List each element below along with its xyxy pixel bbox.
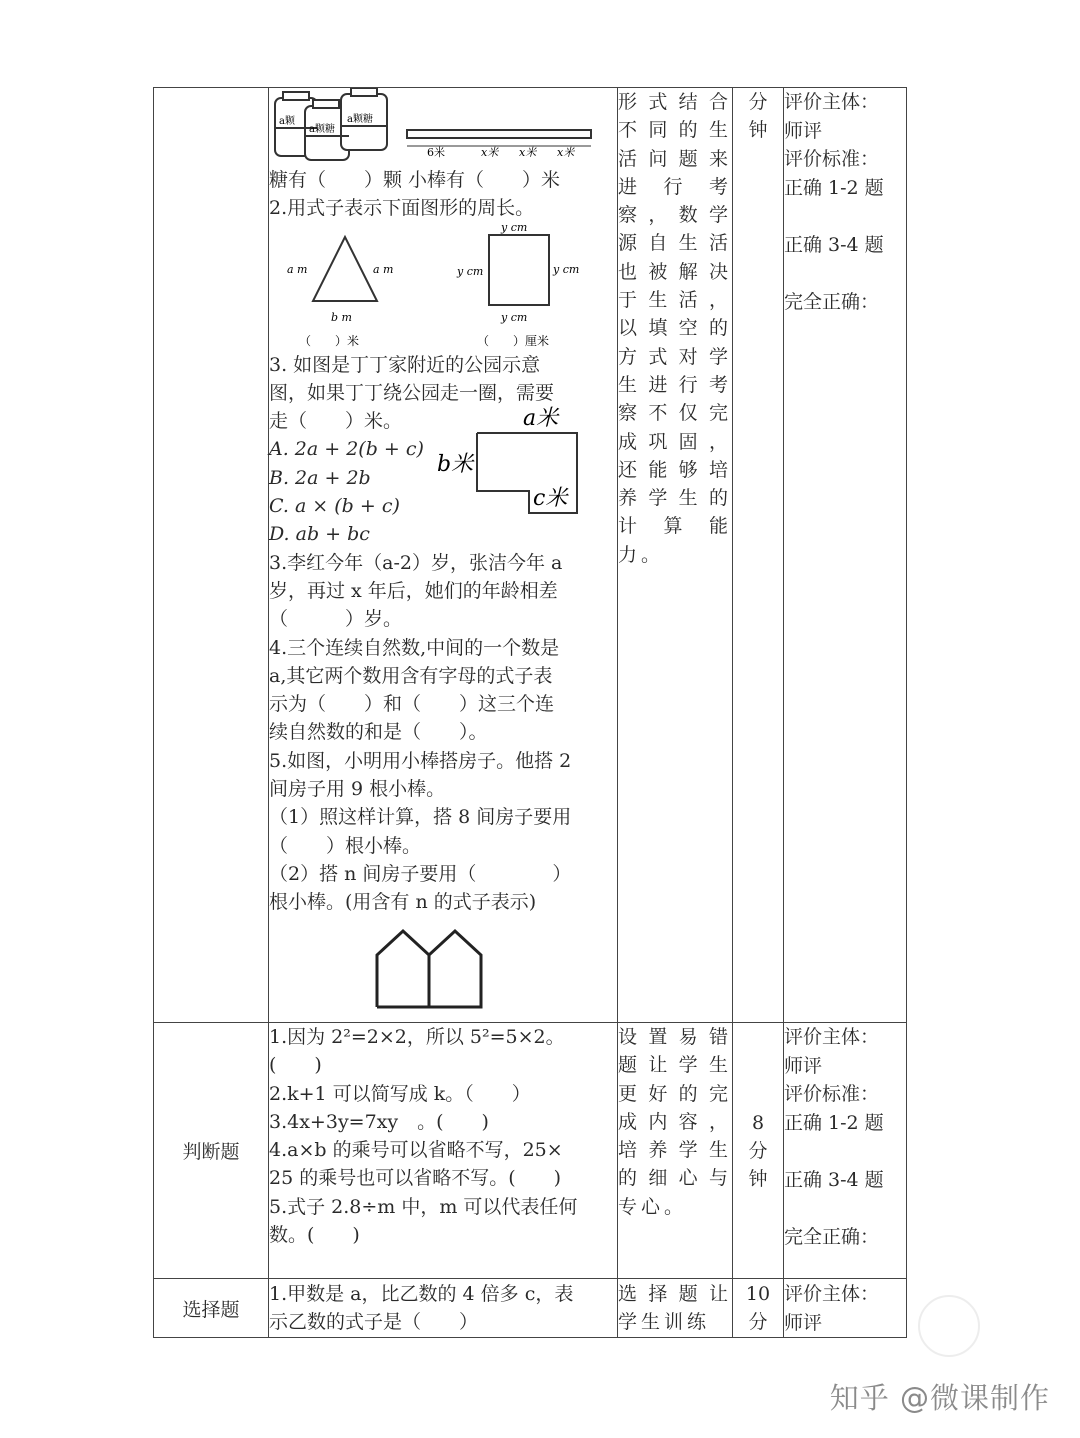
triangle-right-label: a m — [373, 262, 394, 276]
row1-eval-6: 正确 3-4 题 — [784, 233, 884, 256]
square-top-label: y cm — [501, 222, 528, 234]
q4-line-4: 续自然数的和是（ ）。 — [269, 721, 488, 744]
row1-note: 形式结合不同的生活问题来进行考察，数学源自生活也被解决于生活，以填空的方式对学生进行考察不仅完成巩固，还能够培养学生的计算能力。 — [618, 88, 733, 1023]
row2-note: 设置易错题让学生更好的完成内容，培养学生的细心与专心。 — [618, 1023, 733, 1279]
row-true-false — [154, 1023, 907, 1279]
square-left-label: y cm — [457, 264, 484, 278]
row2-label: 判断题 — [154, 1023, 269, 1279]
row3-eval — [784, 1279, 907, 1338]
tf-line-6: 5.式子 2.8÷m 中，m 可以代表任何 — [269, 1195, 578, 1218]
jar-label-1: a颗 — [279, 116, 295, 127]
row3-label: 选择题 — [154, 1279, 269, 1338]
park-figure — [437, 403, 587, 523]
stick-label-x3: x米 — [557, 146, 575, 159]
watermark-text: 知乎 @微课制作 — [829, 1381, 1050, 1415]
row3-questions — [269, 1279, 618, 1338]
row1-questions — [269, 88, 618, 1023]
row2-eval-8: 完全正确： — [784, 1225, 880, 1248]
question-2: 2.用式子表示下面图形的周长。 — [269, 197, 535, 220]
row2-eval-6: 正确 3-4 题 — [784, 1168, 884, 1191]
row1-eval-3: 评价标准： — [784, 148, 880, 170]
tf-line-1: 1.因为 2²=2×2，所以 5²=5×2。( ) — [269, 1026, 565, 1077]
triangle-left-label: a m — [287, 262, 308, 276]
triangle-blank: （ ）米 — [299, 333, 360, 348]
row1-eval — [784, 88, 907, 1023]
q5-line-4: （ ）根小棒。 — [269, 834, 422, 857]
candy-stick-blank: 糖有（ ）颗 小棒有（ ）米 — [269, 169, 561, 191]
q4-line-3: 示为（ ）和（ ）这三个连 — [269, 693, 555, 716]
question-3-block — [269, 351, 617, 549]
row3-time-2: 分 — [748, 1311, 768, 1333]
triangle-bottom-label: b m — [331, 310, 352, 324]
tf-line-4: 4.a×b 的乘号可以省略不写，25× — [269, 1139, 563, 1162]
lesson-plan-table — [153, 87, 907, 1338]
q3b-line-1: 3.李红今年（a-2）岁，张洁今年 a — [269, 551, 563, 574]
row2-eval-2: 师评 — [784, 1054, 823, 1077]
house-figure — [269, 927, 599, 1011]
row1-eval-8: 完全正确： — [784, 290, 880, 313]
row3-note: 选择题让学生训练 — [618, 1279, 733, 1338]
tf-line-7: 数。( ) — [269, 1224, 360, 1247]
q3b-line-3: （ ）岁。 — [269, 608, 403, 631]
q5-line-3: （1）照这样计算，搭 8 间房子要用 — [269, 806, 572, 829]
row1-time-1: 分 — [748, 91, 768, 113]
row1-label-cell — [154, 88, 269, 1023]
row3-eval-2: 师评 — [784, 1311, 823, 1334]
row2-time-2: 分 — [748, 1139, 768, 1162]
row1-eval-1: 评价主体： — [784, 91, 880, 113]
row2-eval — [784, 1023, 907, 1279]
park-left-label: b米 — [437, 451, 474, 477]
row1-time — [733, 88, 784, 1023]
stick-label-x2: x米 — [519, 146, 537, 159]
row2-eval-1: 评价主体： — [784, 1026, 880, 1048]
row3-time-1: 10 — [745, 1283, 771, 1305]
tf-line-2: 2.k+1 可以简写成 k。（ ） — [269, 1082, 531, 1105]
q5-line-6: 根小棒。(用含有 n 的式子表示) — [269, 891, 537, 914]
row1-eval-gap2 — [784, 259, 906, 288]
candy-stick-figure — [269, 88, 599, 166]
q3-line-1: 3. 如图是丁丁家附近的公园示意 — [269, 353, 541, 376]
row3-time — [733, 1279, 784, 1338]
q5-line-1: 5.如图，小明用小棒搭房子。他搭 2 — [269, 749, 572, 772]
q4-line-2: a,其它两个数用含有字母的式子表 — [269, 664, 553, 687]
row2-eval-gap2 — [784, 1194, 906, 1223]
q3-option-a: A. 2a + 2(b + c) — [269, 438, 424, 461]
row3-eval-1: 评价主体： — [784, 1283, 880, 1305]
row2-eval-3: 评价标准： — [784, 1083, 880, 1105]
q3-option-c: C. a × (b + c) — [269, 495, 400, 518]
jar-label-3: a颗糖 — [347, 114, 373, 125]
row1-eval-4: 正确 1-2 题 — [784, 176, 884, 199]
square-blank: （ ）厘米 — [477, 333, 550, 348]
jar-label-2: a颗糖 — [309, 124, 335, 135]
row1-eval-gap1 — [784, 202, 906, 231]
q5-line-5: （2）搭 n 间房子要用（ ） — [269, 862, 572, 885]
q3-option-b: B. 2a + 2b — [269, 466, 371, 489]
perimeter-figures — [269, 223, 599, 351]
row1-time-2: 钟 — [748, 119, 768, 141]
row2-questions — [269, 1023, 618, 1279]
park-top-label: a米 — [523, 405, 559, 431]
row2-time — [733, 1023, 784, 1279]
q3-line-3: 走（ ）米。 — [269, 410, 403, 433]
row-fill-blank — [154, 88, 907, 1023]
park-inner-label: c米 — [533, 485, 568, 511]
row2-time-3: 钟 — [748, 1167, 768, 1190]
stick-label-6m: 6米 — [427, 146, 445, 159]
q5-line-2: 间房子用 9 根小棒。 — [269, 778, 446, 801]
tf-line-5: 25 的乘号也可以省略不写。( ) — [269, 1167, 562, 1190]
row-multiple-choice — [154, 1279, 907, 1338]
q4-line-1: 4.三个连续自然数,中间的一个数是 — [269, 636, 560, 659]
row2-eval-gap1 — [784, 1137, 906, 1166]
mc-line-1: 1.甲数是 a，比乙数的 4 倍多 c，表 — [269, 1283, 574, 1305]
q3-option-d: D. ab + bc — [269, 523, 370, 546]
stick-label-x1: x米 — [481, 146, 499, 159]
square-right-label: y cm — [553, 262, 580, 276]
watermark-logo-icon — [918, 1295, 980, 1357]
q3-line-2: 图，如果丁丁绕公园走一圈，需要 — [269, 381, 555, 404]
tf-line-3: 3.4x+3y=7xy 。( ) — [269, 1110, 489, 1133]
row2-time-1: 8 — [751, 1111, 765, 1134]
mc-line-2: 示乙数的式子是（ ） — [269, 1311, 479, 1334]
q3b-line-2: 岁，再过 x 年后，她们的年龄相差 — [269, 579, 558, 602]
square-bottom-label: y cm — [501, 310, 528, 324]
row2-eval-4: 正确 1-2 题 — [784, 1111, 884, 1134]
row1-eval-2: 师评 — [784, 119, 823, 142]
